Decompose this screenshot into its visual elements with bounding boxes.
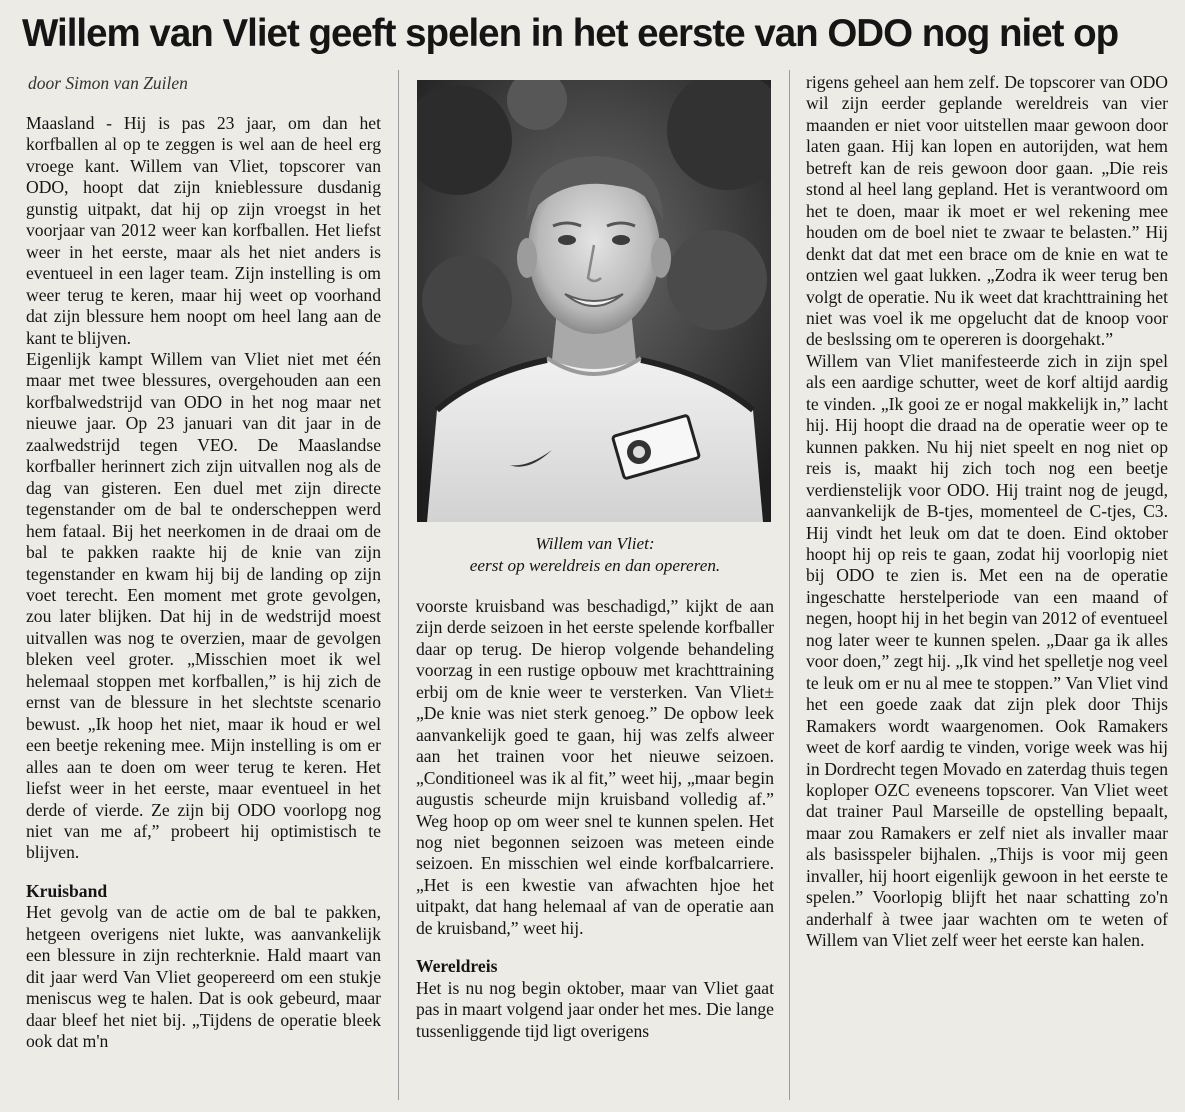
paragraph: Willem van Vliet manifesteerde zich in zijn spel als een aardige schutter, weet de korf altijd aardig te vinden. „Ik gooi ze er nogal makkelijk in,” lacht hij. Hij hoopt die draad na de operatie weer op te kunnen pakken. Nu hij niet speelt en nog niet op reis is, maakt hij zich toch nog een beetje verdienstelijk voor ODO. Hij traint nog de jeugd, aanvankelijk de B-tjes, momenteel de C-tjes, C3. Hij vindt het leuk om dat te doen. Eind oktober hoopt hij op reis te gaan, zodat hij voorlopig niet bij ODO te zien is. Met een na de operatie ingeschatte herstelperiode van een maand of negen, hoopt hij in het begin van 2012 of eventueel nog later weer te kunnen spelen. „Daar ga ik alles voor doen,” zegt hij. „Ik vind het spelletje nog veel te leuk om er nu al mee te stoppen.” Van Vliet vind het een goede zaak dat zijn plek door Thijs Ramakers wordt waargenomen. Ook Ramakers weet de korf aardig te vinden, vorige week was hij in Dordrecht tegen Movado en zaterdag thuis tegen koploper OZC eveneens topscorer. Van Vliet weet dat trainer Paul Marseille de opstelling bepaalt, maar zou Ramakers er zelf niet als invaller maar als basisspeler bijhalen. „Thijs is voor mij geen invaller, hij hoort eigenlijk gewoon in het eerste te spelen.” Voorlopig blijft het naar schatting zo'n anderhalf à twee jaar wachten om te weten of Willem van Vliet zelf weer het eerste kan halen. [806,350,1168,951]
paragraph: voorste kruisband was beschadigd,” kijkt de aan zijn derde seizoen in het eerste spelende korfballer daar op terug. De hierop volgende behandeling voorzag in een rustige opbouw met krachttraining erbij om de knie weer te versterken. Van Vliet±„De knie was niet sterk genoeg.” De opbow leek aanvankelijk goed te gaan, hij was zelfs alweer aan het trainen voor het nieuwe seizoen. „Conditioneel was ik al fit,” weet hij, „maar begin augustis scheurde mijn kruisband volledig af.” Weg hoop op om weer snel te kunnen spelen. Het nog niet begonnen seizoen was meteen einde seizoen. En misschien wel einde korfbalcarriere. „Het is een kwestie van afwachten hjoe het uitpakt, dat hang helemaal af van de operatie aan de kruisband,” weet hij. [416,596,774,938]
column-divider [789,70,790,1100]
subheading-wereldreis: Wereldreis [416,956,498,977]
column-divider [398,70,399,1100]
paragraph: Eigenlijk kampt Willem van Vliet niet met één maar met twee blessures, overgehouden aan een korfbalwedstrijd van ODO in het nog maar net nieuwe jaar. Op 23 januari van dit jaar in de zaalwedstrijd tegen VEO. De Maaslandse korfballer herinnert zich zijn uitvallen nog als de dag van gisteren. Een duel met zijn directe tegenstander om de bal te onderscheppen werd hem fataal. Bij het neerkomen in de draai om de bal te pakken raakte hij de knie van zijn tegenstander en kwam hij bij de landing op zijn voet terecht. Een moment met grote gevolgen, zou later blijken. Dat hij in de wedstrijd moest uitvallen was nog te overzien, maar de gevolgen bleken veel groter. „Misschien moet ik wel helemaal stoppen met korfballen,” is hij zich de ernst van de blessure in het slechtste scenario bewust. „Ik hoop het niet, maar ik houd er wel een beetje rekening mee. Mijn instelling is om er alles aan te doen om weer terug te keren. Het liefst weer in het eerste, maar eventueel in het derde of vierde. Ze zijn bij ODO voorlopg nog niet van me af,” probeert hij optimistisch te blijven. [26,348,381,863]
article-column-1 [26,113,381,1103]
subheading-kruisband: Kruisband [26,880,108,901]
paragraph: rigens geheel aan hem zelf. De topscorer van ODO wil zijn eerder geplande wereldreis van vier maanden er niet voor uitstellen maar gewoon door laten gaan. Hij kan lopen en autorijden, wat hem betreft kan de reis gewoon door gaan. „Die reis stond al heel lang gepland. Het is verantwoord om het te doen, maar ik moet er wel rekening mee houden om de boel niet te zwaar te belasten.” Hij denkt dat dat met een brace om de knie en wat te ontzien wel gaat lukken. „Zodra ik weer terug ben volgt de operatie. Nu ik weet dat krachttraining het niet was voel ik me opgelucht dat de knoop voor de beslssing om te opereren is doorgehakt.” [806,72,1168,350]
headline: Willem van Vliet geeft spelen in het eerste van ODO nog niet op [22,12,1119,55]
article-column-3 [806,72,1168,1107]
photo-caption [416,533,774,577]
article-column-2 [416,596,774,1106]
byline: door Simon van Zuilen [28,73,188,93]
paragraph: Het gevolg van de actie om de bal te pakken, hetgeen overigens niet lukte, was aanvankelijk een blessure in zijn rechterknie. Hald maart van dit jaar werd Van Vliet geopereerd om een stukje meniscus weg te halen. Dat is ook gebeurd, maar daar bleef het niet bij. „Tijdens de operatie bleek ook dat m'n [26,902,381,1052]
caption-name: Willem van Vliet: [535,534,655,553]
caption-text: eerst op wereldreis en dan opereren. [469,556,721,575]
paragraph: Maasland - Hij is pas 23 jaar, om dan het korfballen al op te zeggen is wel aan de heel erg vroege kant. Willem van Vliet, topscorer van ODO, hoopt dat zijn knieblessure dusdanig gunstig uitpakt, dat hij op zijn vroegst in het voorjaar van 2012 weer kan korfballen. Het liefst weer in het eerste, maar als het niet anders is eventueel in een lager team. Zijn instelling is om weer terug te keren, maar hij weet op voorhand dat zijn blessure hem noopt om heel lang aan de kant te blijven. [26,113,381,348]
player-portrait-image [417,80,771,522]
paragraph: Het is nu nog begin oktober, maar van Vliet gaat pas in maart volgend jaar onder het mes. Die lange tussenliggende tijd ligt overigens [416,977,774,1041]
player-photo [417,80,771,522]
